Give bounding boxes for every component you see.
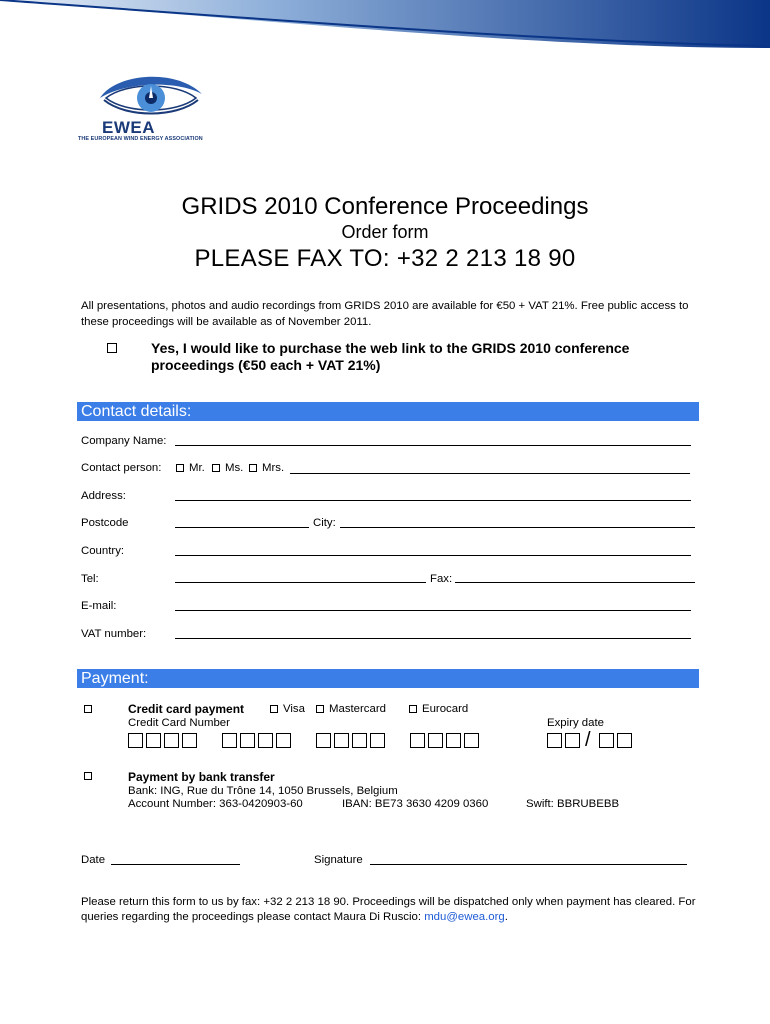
expiry-label: Expiry date <box>547 717 604 729</box>
footer-note-text: Please return this form to us by fax: +32 2 213 18 90. Proceedings will be dispatched only when payment has cleared. For queries regarding the proceedings please contact Maura Di Ruscio: <box>81 896 696 923</box>
address-label: Address: <box>81 490 126 502</box>
footer-note-end: . <box>504 910 508 923</box>
country-label: Country: <box>81 545 125 557</box>
swift: Swift: BBRUBEBB <box>526 798 620 810</box>
company-field[interactable] <box>175 445 691 446</box>
contact-person-label: Contact person: <box>81 462 162 474</box>
signature-label: Signature <box>314 854 363 866</box>
date-field[interactable] <box>111 864 240 865</box>
mrs-label: Mrs. <box>262 462 285 474</box>
eye-logo-icon <box>96 68 206 118</box>
ms-checkbox[interactable] <box>212 464 220 472</box>
postcode-label: Postcode <box>81 517 129 529</box>
city-label: City: <box>313 517 336 529</box>
visa-label: Visa <box>283 703 305 715</box>
account-number: Account Number: 363-0420903-60 <box>128 798 303 810</box>
purchase-checkbox[interactable] <box>107 343 117 353</box>
email-label: E-mail: <box>81 600 117 612</box>
expiry-separator: / <box>585 729 591 751</box>
contact-section-heading: Contact details: <box>77 402 699 421</box>
vat-field[interactable] <box>175 638 691 639</box>
fax-heading: PLEASE FAX TO: +32 2 213 18 90 <box>194 245 576 272</box>
contact-person-field[interactable] <box>290 473 690 474</box>
tel-label: Tel: <box>81 573 99 585</box>
logo-tagline: THE EUROPEAN WIND ENERGY ASSOCIATION <box>78 136 203 142</box>
country-field[interactable] <box>175 555 691 556</box>
visa-checkbox[interactable] <box>270 705 278 713</box>
bank-details: Bank: ING, Rue du Trône 14, 1050 Brussels, Belgium <box>128 785 398 797</box>
expiry-date-input[interactable] <box>547 729 642 751</box>
credit-card-checkbox[interactable] <box>84 705 92 713</box>
iban: IBAN: BE73 3630 4209 0360 <box>342 798 489 810</box>
mrs-checkbox[interactable] <box>249 464 257 472</box>
bank-transfer-checkbox[interactable] <box>84 772 92 780</box>
tel-field[interactable] <box>175 582 426 583</box>
fax-field[interactable] <box>455 582 695 583</box>
vat-label: VAT number: <box>81 628 147 640</box>
page-subtitle: Order form <box>341 222 429 242</box>
postcode-field[interactable] <box>175 527 309 528</box>
signature-field[interactable] <box>370 864 687 865</box>
ms-label: Ms. <box>225 462 244 474</box>
contact-email-link[interactable]: mdu@ewea.org <box>424 910 505 923</box>
mastercard-checkbox[interactable] <box>316 705 324 713</box>
ewea-logo <box>78 68 208 150</box>
card-number-input[interactable] <box>128 733 498 751</box>
address-field[interactable] <box>175 500 691 501</box>
intro-text: All presentations, photos and audio recordings from GRIDS 2010 are available for €50 + VAT 21%. Free public access to these proceedings will be available as of November 2011. <box>81 300 689 328</box>
company-label: Company Name: <box>81 435 167 447</box>
card-number-label: Credit Card Number <box>128 717 230 729</box>
credit-card-label: Credit card payment <box>128 702 245 716</box>
eurocard-checkbox[interactable] <box>409 705 417 713</box>
mastercard-label: Mastercard <box>329 703 386 715</box>
purchase-option-label: Yes, I would like to purchase the web link to the GRIDS 2010 conference proceedings (€50 each + VAT 21%) <box>151 340 630 373</box>
email-field[interactable] <box>175 610 691 611</box>
eurocard-label: Eurocard <box>422 703 469 715</box>
footer-note <box>81 895 701 924</box>
payment-section-heading: Payment: <box>77 669 699 688</box>
bank-transfer-label: Payment by bank transfer <box>128 770 275 784</box>
mr-label: Mr. <box>189 462 205 474</box>
page-title: GRIDS 2010 Conference Proceedings <box>181 193 589 220</box>
logo-wordmark: EWEA <box>102 118 155 137</box>
fax-label: Fax: <box>430 573 453 585</box>
date-label: Date <box>81 854 106 866</box>
city-field[interactable] <box>340 527 695 528</box>
mr-checkbox[interactable] <box>176 464 184 472</box>
